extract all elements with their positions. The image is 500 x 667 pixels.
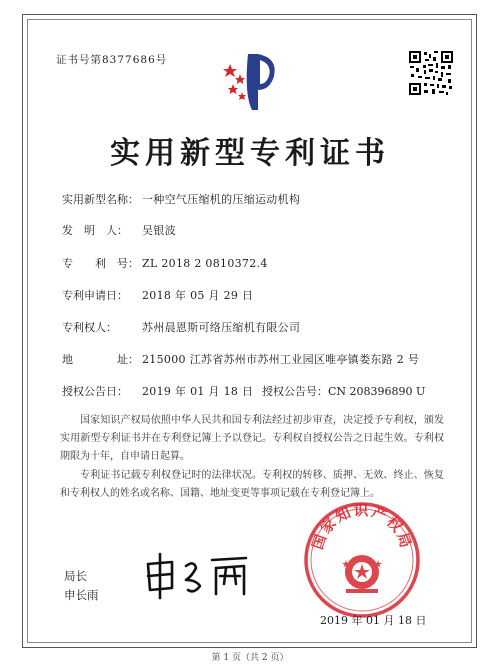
- director-signature: [142, 550, 262, 600]
- field-label: 实用新型名称：: [62, 193, 139, 206]
- page-title: 实用新型专利证书: [110, 136, 390, 171]
- paragraph-grant-statement: 国家知识产权局依照中华人民共和国专利法经过初步审查，决定授予专利权，颁发实用新型专利证书并在专利登记簿上予以登记。专利权自授权公告之日起生效。专利权期限为十年，自申请日起算。: [60, 415, 444, 462]
- svg-text:国家知识产权局: 国家知识产权局: [310, 503, 414, 552]
- certificate-number: 证书号第8377686号: [56, 54, 168, 66]
- field-label: 专 利 号：: [62, 257, 139, 270]
- field-value: CN 208396890 U: [328, 385, 426, 398]
- field-announcement-number: [262, 383, 425, 399]
- field-address: [62, 351, 419, 367]
- paragraph-legal-status: 专利证书记载专利权登记时的法律状况。专利权的转移、质押、无效、终止、恢复和专利权人的姓名或名称、国籍、地址变更等事项记载在专利登记簿上。: [60, 470, 444, 499]
- field-value: 吴银波: [142, 224, 176, 237]
- seal-date: 2019 年 01 月 18 日: [320, 614, 427, 627]
- field-application-date: [62, 287, 253, 303]
- field-value: 215000 江苏省苏州市苏州工业园区唯亭镇娄东路 2 号: [142, 353, 420, 366]
- field-patentee: [62, 319, 300, 335]
- director-title: 局长: [64, 569, 87, 583]
- field-label: 地 址：: [62, 353, 139, 366]
- official-seal-icon: [302, 500, 422, 620]
- field-value: ZL 2018 2 0810372.4: [142, 257, 268, 270]
- field-value: 一种空气压缩机的压缩运动机构: [142, 193, 301, 206]
- field-inventor: [62, 222, 176, 238]
- director-name: 申长雨: [64, 588, 99, 602]
- field-label: 专利申请日：: [62, 289, 128, 302]
- field-value: 2018 年 05 月 29 日: [142, 289, 254, 302]
- field-label: 发 明 人：: [62, 224, 128, 237]
- qr-code: [408, 50, 454, 96]
- field-utility-model-name: [62, 191, 300, 207]
- field-label: 授权公告日：: [62, 385, 128, 398]
- field-label: 授权公告号：: [262, 385, 328, 398]
- page-number: 第 1 页（共 2 页）: [211, 653, 289, 663]
- field-value: 苏州晨恩斯可络压缩机有限公司: [142, 321, 301, 334]
- field-patent-number: [62, 255, 268, 271]
- field-grant-date: [62, 383, 253, 399]
- cnipa-logo-icon: [222, 50, 278, 114]
- field-value: 2019 年 01 月 18 日: [142, 385, 254, 398]
- field-label: 专利权人：: [62, 321, 117, 334]
